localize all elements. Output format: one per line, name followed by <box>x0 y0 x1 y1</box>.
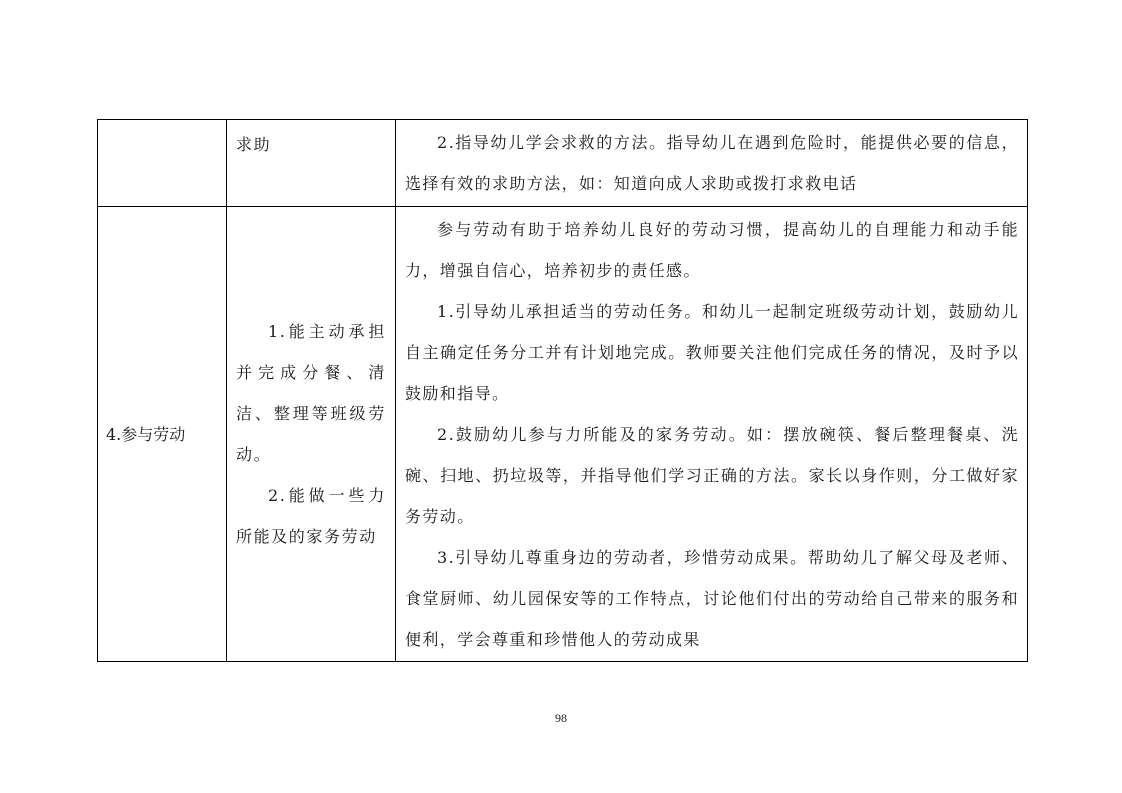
guide-paragraph: 2.指导幼儿学会求救的方法。指导幼儿在遇到危险时，能提供必要的信息，选择有效的求助方法，如：知道向成人求助或拨打求救电话 <box>405 133 1019 193</box>
guide-cell <box>396 207 1028 662</box>
table-row <box>98 120 1028 207</box>
guide-paragraph: 1.引导幼儿承担适当的劳动任务。和幼儿一起制定班级劳动计划，鼓励幼儿自主确定任务分工并有计划地完成。教师要关注他们完成任务的情况，及时予以鼓励和指导。 <box>405 301 1019 403</box>
goal-item: 1.能主动承担并完成分餐、清洁、整理等班级劳动。 <box>236 322 386 464</box>
guide-paragraph: 3.引导幼儿尊重身边的劳动者，珍惜劳动成果。帮助幼儿了解父母及老师、食堂厨师、幼儿园保安等的工作特点，讨论他们付出的劳动给自己带来的服务和便利，学会尊重和珍惜他人的劳动成果 <box>405 547 1019 649</box>
goal-text: 求助 <box>236 135 272 154</box>
row-name: 4.参与劳动 <box>106 424 186 444</box>
row-name-cell <box>98 207 227 662</box>
goal-item: 2.能做一些力所能及的家务劳动 <box>236 486 386 546</box>
guide-paragraph: 2.鼓励幼儿参与力所能及的家务劳动。如：摆放碗筷、餐后整理餐桌、洗碗、扫地、扔垃圾等，并指导他们学习正确的方法。家长以身作则，分工做好家务劳动。 <box>405 424 1019 526</box>
goal-cell <box>227 120 396 207</box>
table-row <box>98 207 1028 662</box>
guide-cell <box>396 120 1028 207</box>
row-name-cell <box>98 120 227 207</box>
page-number: 98 <box>555 711 567 725</box>
guidance-table <box>97 119 1028 662</box>
goal-cell <box>227 207 396 662</box>
guide-paragraph: 参与劳动有助于培养幼儿良好的劳动习惯，提高幼儿的自理能力和动手能力，增强自信心，培养初步的责任感。 <box>405 219 1019 280</box>
